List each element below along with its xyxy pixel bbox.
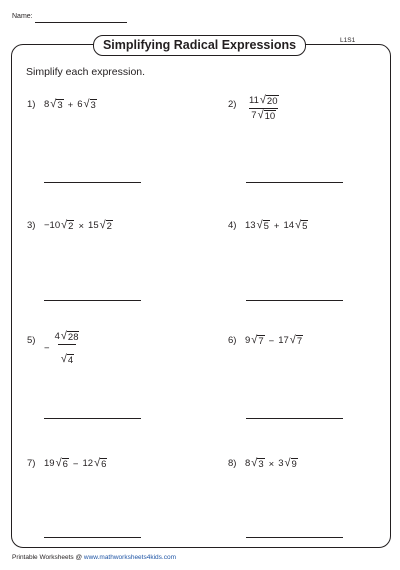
radical-term [60,354,74,366]
radical-term [55,331,80,343]
coefficient: 8 [44,99,50,110]
expression [245,220,308,232]
problem-number: 5) [27,335,36,346]
name-label: Name: [12,13,33,20]
instructions: Simplify each expression. [26,66,146,78]
radicand: 10 [264,111,276,122]
expression [44,331,81,366]
radicand: 7 [296,336,303,347]
answer-line[interactable] [44,182,141,183]
root-symbol: √ [284,457,291,469]
operator: × [268,458,275,470]
coefficient: 14 [283,220,295,231]
expression [44,458,107,470]
footer [12,554,176,561]
root-symbol: √ [60,353,67,365]
radical-term [245,458,265,470]
radical-term [77,99,97,111]
fraction-numerator [247,95,281,108]
radical-term [278,335,303,347]
expression [245,335,303,347]
operator: + [273,220,280,232]
radical-term [245,335,265,347]
radicand: 3 [258,459,264,470]
coefficient: 13 [245,220,256,231]
radical-term [249,95,279,107]
coefficient: 19 [44,458,55,469]
radical-term [245,220,270,232]
operator: − [72,458,79,470]
coefficient: 3 [278,458,284,469]
problem-number: 7) [27,458,36,469]
coefficient: 15 [88,220,99,231]
root-symbol: √ [251,334,258,346]
coefficient: 4 [54,331,60,342]
name-line[interactable] [35,22,127,23]
radicand: 9 [291,459,297,470]
worksheet-frame [11,44,391,548]
radicand: 7 [258,336,264,347]
root-symbol: √ [94,457,101,469]
coefficient: 6 [77,99,83,110]
coefficient: 7 [251,110,257,121]
fraction-denominator [249,108,278,122]
root-symbol: √ [295,219,302,231]
radical-term [88,220,113,232]
answer-line[interactable] [246,300,343,301]
footer-prefix: Printable Worksheets @ [12,554,83,561]
radicand: 20 [266,96,278,107]
root-symbol: √ [83,98,90,110]
expression [245,95,281,122]
radicand: 2 [106,221,112,232]
root-symbol: √ [259,94,266,106]
radical-term [44,458,69,470]
radicand: 2 [68,221,74,232]
radical-term [251,110,276,122]
answer-line[interactable] [246,182,343,183]
root-symbol: √ [50,98,57,110]
problem-number: 2) [228,99,237,110]
expression [44,99,97,111]
answer-line[interactable] [44,418,141,419]
root-symbol: √ [55,457,62,469]
coefficient: 8 [245,458,251,469]
answer-line[interactable] [246,537,343,538]
expression [245,458,298,470]
fraction [53,331,82,366]
radicand: 5 [263,221,269,232]
problem-number: 6) [228,335,237,346]
radicand: 5 [302,221,308,232]
coefficient: 12 [82,458,94,469]
radicand: 28 [67,332,79,343]
fraction [247,95,281,122]
answer-line[interactable] [246,418,343,419]
operator: − [268,335,275,347]
root-symbol: √ [251,457,258,469]
root-symbol: √ [257,109,264,121]
radical-term [283,220,308,232]
coefficient: −10 [44,220,61,231]
root-symbol: √ [289,334,296,346]
page-title: Simplifying Radical Expressions [93,35,306,56]
footer-url[interactable]: www.mathworksheets4kids.com [83,554,176,561]
fraction-numerator [53,331,82,344]
radical-term [44,220,74,232]
radicand: 6 [101,459,107,470]
sign: − [44,343,50,354]
radicand: 4 [67,355,74,366]
problem-number: 1) [27,99,36,110]
radical-term [44,99,64,111]
operator: × [78,220,85,232]
radical-term [82,458,107,470]
coefficient: 17 [278,335,289,346]
root-symbol: √ [61,219,68,231]
problem-number: 8) [228,458,237,469]
root-symbol: √ [60,330,67,342]
expression [44,220,113,232]
answer-line[interactable] [44,537,141,538]
fraction-denominator [58,344,76,366]
answer-line[interactable] [44,300,141,301]
radicand: 6 [62,459,68,470]
problem-number: 3) [27,220,36,231]
coefficient: 9 [245,335,251,346]
sheet-code: L1S1 [340,37,356,44]
operator: + [67,99,74,111]
root-symbol: √ [99,219,106,231]
radicand: 3 [90,100,96,111]
coefficient: 11 [249,95,259,106]
root-symbol: √ [256,219,263,231]
radical-term [278,458,298,470]
radicand: 3 [57,100,63,111]
problem-number: 4) [228,220,237,231]
